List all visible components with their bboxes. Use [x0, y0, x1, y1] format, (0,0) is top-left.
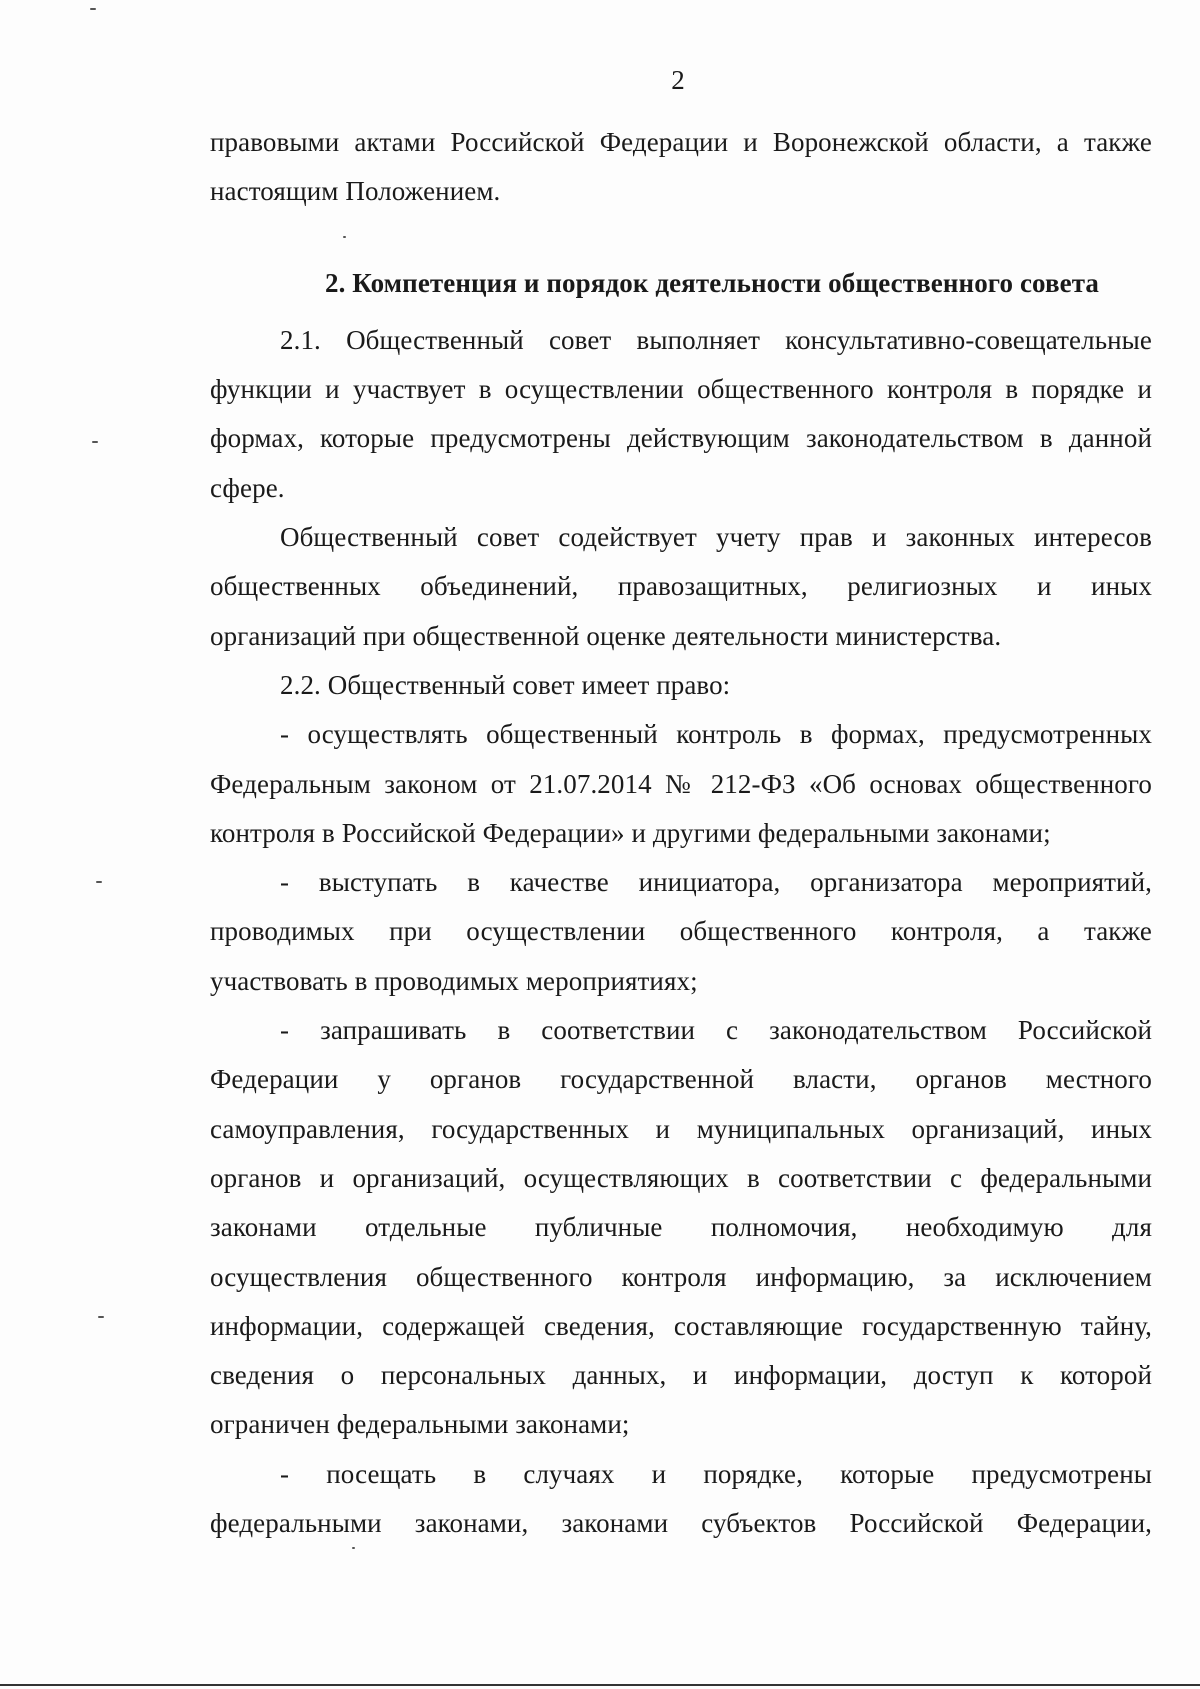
text-line: органов и организаций, осуществляющих в соответствии с федеральными	[210, 1162, 1152, 1193]
scan-mark	[92, 441, 98, 443]
text-line: законами отдельные публичные полномочия, необходимую для	[210, 1212, 1152, 1243]
list-item-line: - посещать в случаях и порядке, которые предусмотрены	[280, 1458, 1152, 1489]
list-item-line: - осуществлять общественный контроль в формах, предусмотренных	[280, 719, 1152, 750]
text-line: правовыми актами Российской Федерации и Воронежской области, а также	[210, 127, 1152, 157]
scan-mark	[98, 1316, 104, 1318]
scan-mark	[343, 236, 346, 238]
text-line: организаций при общественной оценке деятельности министерства.	[210, 620, 1002, 651]
list-item-line: - запрашивать в соответствии с законодательством Российской	[280, 1015, 1152, 1046]
text-line: информации, содержащей сведения, составляющие государственную тайну,	[210, 1310, 1152, 1341]
text-line: федеральными законами, законами субъектов Российской Федерации,	[210, 1508, 1152, 1539]
text-line: Федеральным законом от 21.07.2014 № 212-ФЗ «Об основах общественного	[210, 768, 1152, 799]
scan-mark	[96, 881, 102, 883]
text-line: Федерации у органов государственной власти, органов местного	[210, 1064, 1152, 1095]
scan-mark	[90, 8, 96, 10]
text-line: сфере.	[210, 472, 285, 503]
text-line: сведения о персональных данных, и информации, доступ к которой	[210, 1360, 1152, 1391]
text-line: контроля в Российской Федерации» и другими федеральными законами;	[210, 817, 1051, 848]
text-line: проводимых при осуществлении общественного контроля, а также	[210, 916, 1152, 947]
scan-mark	[352, 1547, 355, 1549]
text-line: участвовать в проводимых мероприятиях;	[210, 965, 698, 996]
page-edge-line	[0, 1684, 1200, 1686]
text-line: общественных объединений, правозащитных, религиозных и иных	[210, 571, 1152, 602]
text-line: осуществления общественного контроля информацию, за исключением	[210, 1261, 1152, 1292]
text-line: формах, которые предусмотрены действующим законодательством в данной	[210, 423, 1152, 454]
text-line: ограничен федеральными законами;	[210, 1409, 630, 1440]
page-number: 2	[671, 65, 685, 95]
text-line: Общественный совет содействует учету прав и законных интересов	[280, 522, 1152, 553]
section-heading: 2. Компетенция и порядок деятельности общественного совета	[324, 267, 1100, 298]
text-line: функции и участвует в осуществлении общественного контроля в порядке и	[210, 374, 1152, 405]
document-body	[210, 118, 1152, 1548]
text-line: 2.1. Общественный совет выполняет консультативно-совещательные	[280, 324, 1152, 355]
text-line: самоуправления, государственных и муниципальных организаций, иных	[210, 1113, 1152, 1144]
text-line: 2.2. Общественный совет имеет право:	[280, 669, 731, 700]
list-item-line: - выступать в качестве инициатора, организатора мероприятий,	[280, 867, 1152, 898]
text-line: настоящим Положением.	[210, 176, 501, 207]
